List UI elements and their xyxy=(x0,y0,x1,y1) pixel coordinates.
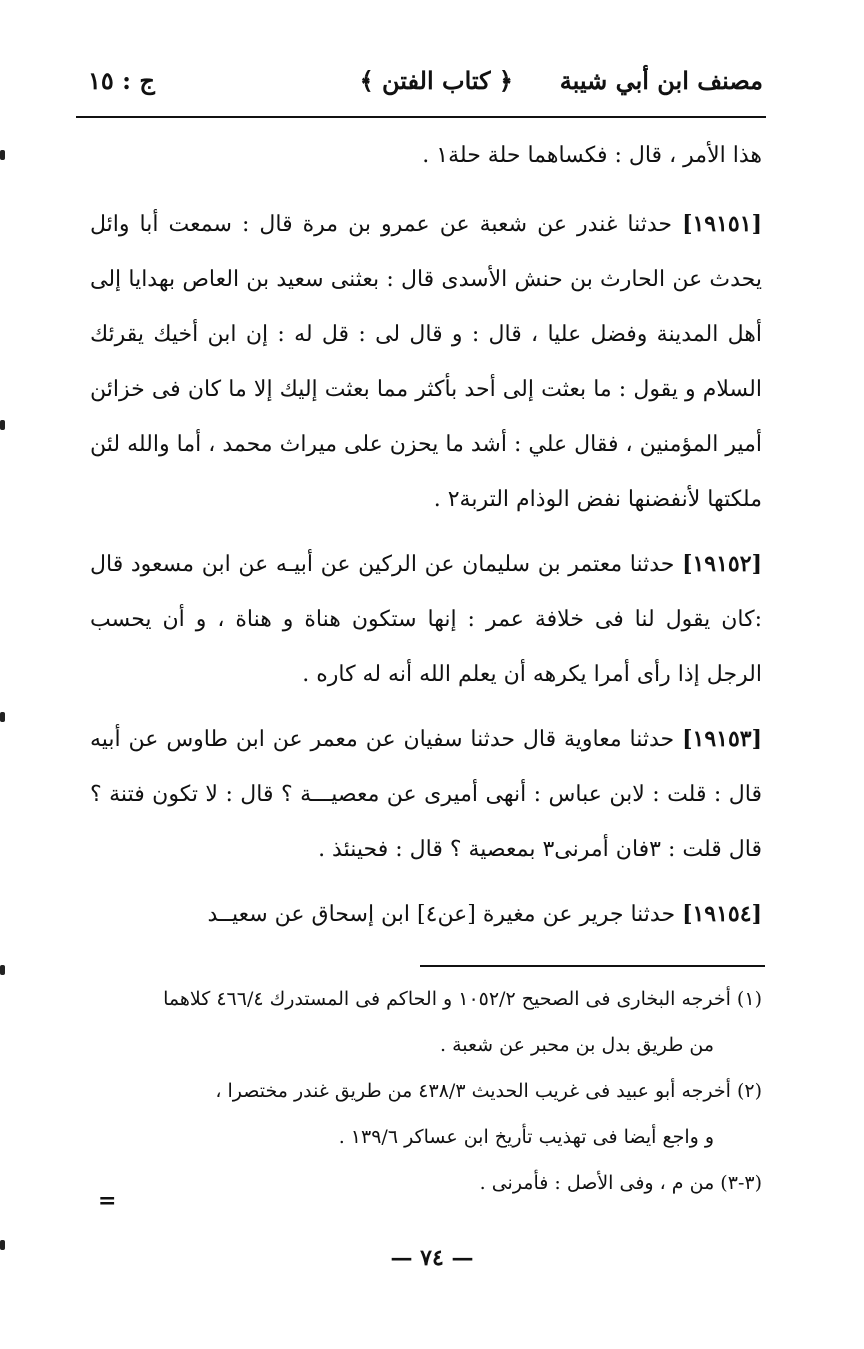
hadith-entry xyxy=(90,712,762,877)
footnote-line: (٣-٣) من م ، وفى الأصل : فأمرنى . xyxy=(479,1172,762,1194)
page-number: — ٧٤ — xyxy=(390,1245,474,1271)
hadith-entry xyxy=(90,537,762,702)
footnote-rule xyxy=(420,965,765,967)
volume-label: ج : ١٥ xyxy=(88,66,155,95)
hadith-entry xyxy=(90,887,762,942)
entry-text: حدثنا غندر عن شعبة عن عمرو بن مرة قال : سمعت أبا وائل يحدث عن الحارث بن حنش الأسدى قال : بعثنى سعيد بن العاص بهدايا إلى أهل المدينة وفضل عليا ، قال : و قال لى : قل له : إن ابن أخيك يقرئك السلام و يقول : ما بعثت إلى أحد بأكثر مما بعثت إليك إلا ما كان فى خزائن أمير المؤمنين ، فقال علي : أشد ما يحزن على ميراث محمد ، أما والله لئن ملكتها لأنفضنها نفض الوذام التربة٢ . xyxy=(90,212,762,512)
header-rule xyxy=(76,116,766,118)
margin-mark xyxy=(0,1240,5,1250)
book-title: مصنف ابن أبي شيبة xyxy=(559,66,763,95)
entry-number: [١٩١٥٣] xyxy=(682,726,763,752)
hadith-entry xyxy=(90,197,762,527)
continuation-mark: = xyxy=(98,1188,117,1214)
footnotes xyxy=(90,976,762,1206)
opening-line: هذا الأمر ، قال : فكساهما حلة حلة١ . xyxy=(422,143,762,168)
footnote-line: و واجع أيضا فى تهذيب تأريخ ابن عساكر ١٣٩/٦ . xyxy=(338,1126,714,1148)
entry-text: حدثنا معاوية قال حدثنا سفيان عن معمر عن ابن طاوس عن أبيه قال : قلت : لابن عباس : أنهى أميرى عن معصيـــة ؟ قال : لا تكون فتنة ؟ قال قلت : ٣فان أمرنى٣ بمعصية ؟ قال : فحينئذ . xyxy=(90,727,762,862)
margin-mark xyxy=(0,965,5,975)
page-header xyxy=(78,60,763,110)
entry-number: [١٩١٥٢] xyxy=(682,551,762,577)
entry-number: [١٩١٥٤] xyxy=(682,901,762,927)
entry-number: [١٩١٥١] xyxy=(682,211,762,237)
margin-mark xyxy=(0,712,5,722)
entry-text: حدثنا معتمر بن سليمان عن الركين عن أبيـه عن ابن مسعود قال :كان يقول لنا فى خلافة عمر : إنها ستكون هناة و هناة ، و أن يحسب الرجل إذا رأى أمرا يكرهه أن يعلم الله أنه له كاره . xyxy=(90,552,762,687)
footnote-line: (٢) أخرجه أبو عبيد فى غريب الحديث ٤٣٨/٣ من طريق غندر مختصرا ، xyxy=(215,1080,762,1102)
margin-mark xyxy=(0,150,5,160)
main-text xyxy=(90,128,762,952)
footnote-line: (١) أخرجه البخارى فى الصحيح ١٠٥٢/٢ و الحاكم فى المستدرك ٤٦٦/٤ كلاهما xyxy=(163,988,762,1010)
entry-text: حدثنا جرير عن مغيرة [عن٤] ابن إسحاق عن سعيــد xyxy=(207,902,676,927)
chapter-title: ﴿ كتاب الفتن ﴾ xyxy=(359,66,513,95)
footnote-line: من طريق بدل بن محبر عن شعبة . xyxy=(440,1034,714,1056)
margin-mark xyxy=(0,420,5,430)
